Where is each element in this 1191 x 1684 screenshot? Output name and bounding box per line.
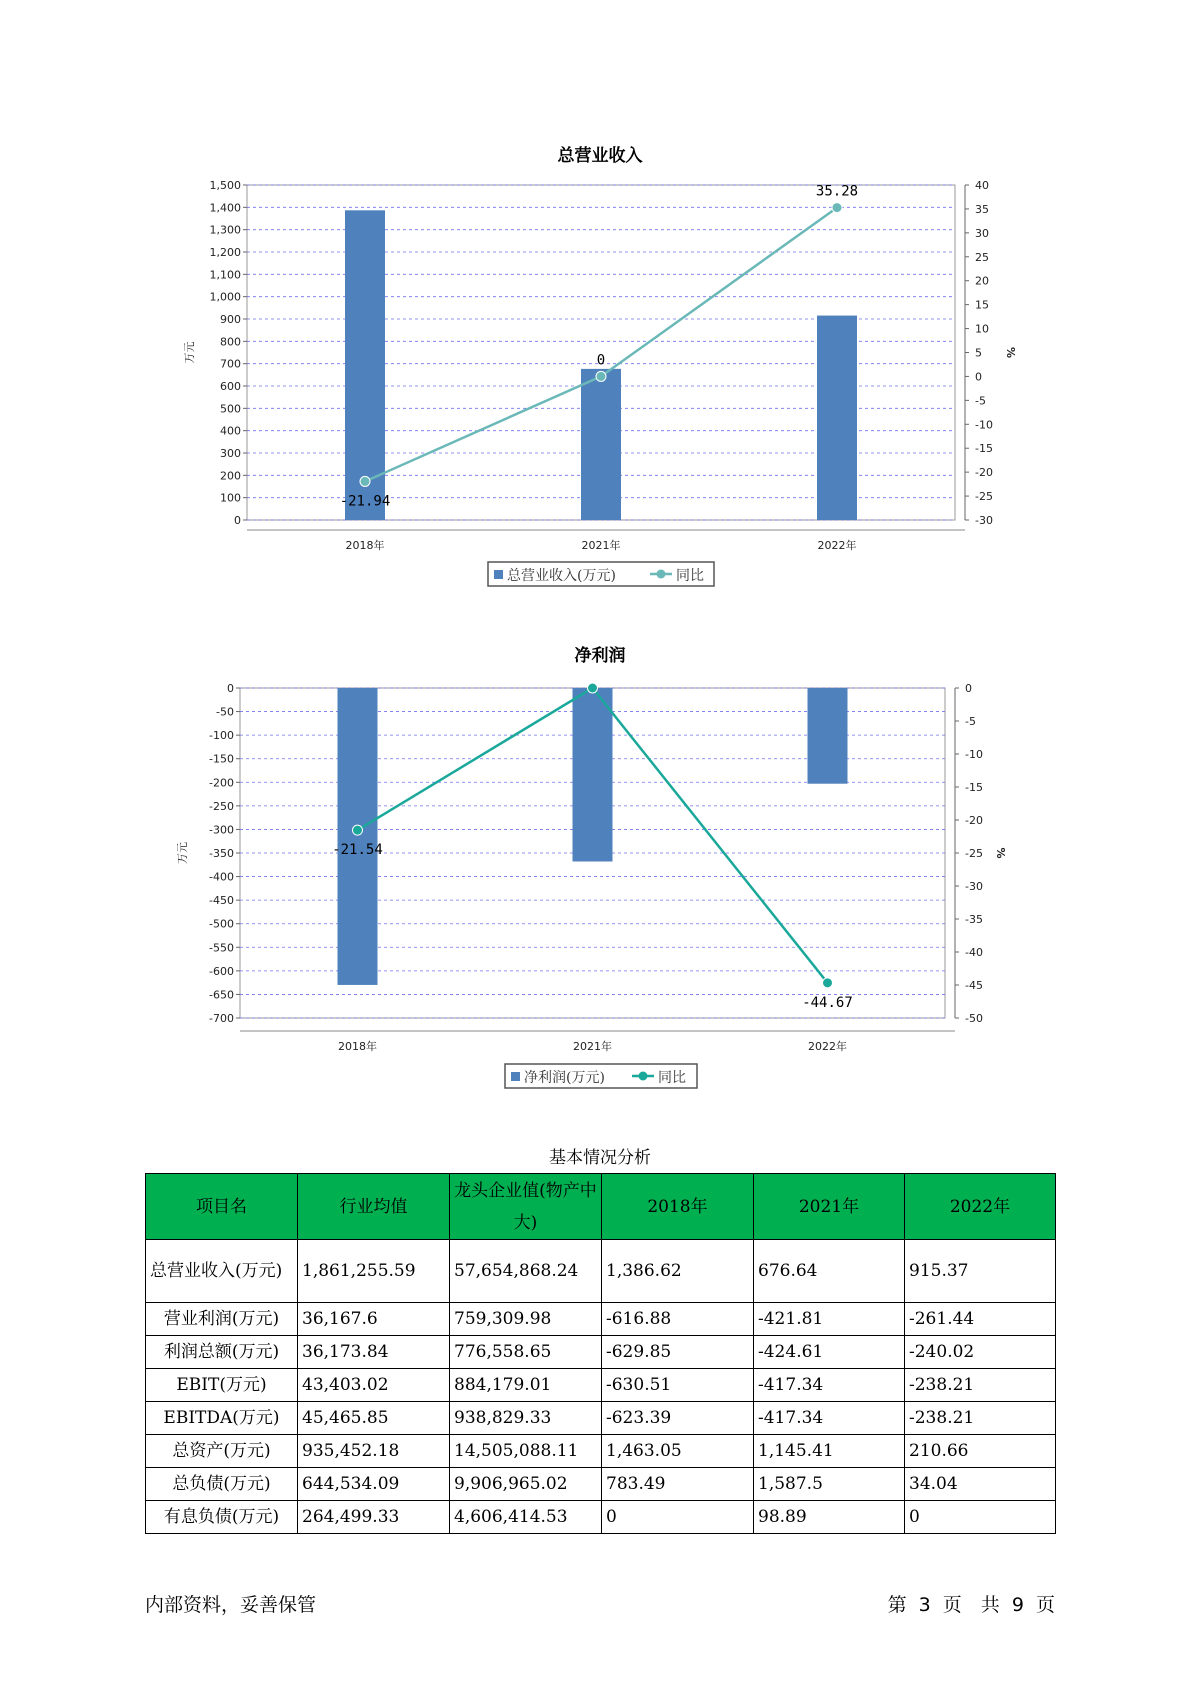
series-point: [353, 825, 363, 835]
y-tick-label: 1,300: [209, 223, 241, 237]
value-cell: 935,452.18: [298, 1435, 450, 1468]
y2-tick-label: -10: [975, 418, 993, 432]
y2-tick-label: 15: [975, 298, 989, 312]
x-tick-label: 2018年: [338, 1040, 377, 1053]
legend-bar-label: 净利润(万元): [524, 1070, 605, 1086]
header-2021: 2021年: [754, 1174, 905, 1240]
value-cell: -421.81: [754, 1303, 905, 1336]
value-cell: 644,534.09: [298, 1468, 450, 1501]
value-cell: 884,179.01: [450, 1369, 602, 1402]
header-leader-value: 龙头企业值(物产中大): [450, 1174, 602, 1240]
y-tick-label: 500: [220, 402, 241, 416]
y-tick-label: 1,200: [209, 246, 241, 259]
value-cell: 264,499.33: [298, 1501, 450, 1534]
data-label: 35.28: [815, 183, 859, 200]
row-label-cell: 总负债(万元): [146, 1468, 298, 1501]
y2-tick-label: -15: [975, 442, 993, 456]
value-cell: 1,587.5: [754, 1468, 905, 1501]
y2-tick-label: -45: [965, 979, 983, 992]
series-point: [823, 978, 833, 988]
footer-confidential-note: 内部资料，妥善保管: [145, 1594, 317, 1616]
y-tick-label: 1,500: [209, 179, 241, 192]
y-tick-label: 300: [220, 447, 241, 460]
value-cell: 776,558.65: [450, 1336, 602, 1369]
value-cell: -240.02: [905, 1336, 1056, 1369]
value-cell: 1,386.62: [602, 1240, 754, 1303]
row-label-cell: 有息负债(万元): [146, 1501, 298, 1534]
value-cell: 14,505,088.11: [450, 1435, 602, 1468]
footer-page-number: [888, 1590, 1055, 1617]
data-label: 0: [596, 352, 606, 369]
data-label: -44.67: [802, 994, 853, 1011]
value-cell: 9,906,965.02: [450, 1468, 602, 1501]
legend-line-label: 同比: [676, 568, 704, 584]
legend-bar-label: 总营业收入(万元): [507, 568, 616, 584]
value-cell: 34.04: [905, 1468, 1056, 1501]
row-label-cell: 利润总额(万元): [146, 1336, 298, 1369]
header-2022: 2022年: [905, 1174, 1056, 1240]
y-tick-label: 0: [227, 682, 234, 695]
table-row: [146, 1336, 1056, 1369]
y2-tick-label: 20: [975, 274, 989, 288]
y2-tick-label: -50: [965, 1012, 983, 1025]
value-cell: -261.44: [905, 1303, 1056, 1336]
y2-tick-label: -5: [975, 394, 986, 408]
chart-title: 净利润: [574, 646, 626, 666]
row-label-cell: EBIT(万元): [146, 1369, 298, 1402]
x-tick-label: 2022年: [808, 1040, 847, 1053]
table-row: [146, 1501, 1056, 1534]
y-tick-label: -700: [209, 1012, 234, 1025]
value-cell: 676.64: [754, 1240, 905, 1303]
data-label: -21.94: [339, 493, 391, 510]
y-tick-label: -400: [209, 870, 234, 884]
y2-tick-label: 35: [975, 202, 989, 216]
table-caption: 基本情况分析: [549, 1148, 651, 1168]
table-row: [146, 1402, 1056, 1435]
y2-axis-label: %: [994, 847, 1007, 859]
value-cell: 36,167.6: [298, 1303, 450, 1336]
y2-tick-label: 10: [975, 322, 989, 336]
value-cell: 915.37: [905, 1240, 1056, 1303]
y-tick-label: 100: [220, 491, 241, 505]
y2-tick-label: 25: [975, 250, 989, 264]
y-tick-label: 0: [234, 514, 241, 527]
y2-tick-label: -15: [965, 781, 983, 794]
y-tick-label: 1,000: [209, 290, 241, 304]
table-row: [146, 1468, 1056, 1501]
value-cell: -623.39: [602, 1402, 754, 1435]
page-prefix: 第: [887, 1594, 907, 1616]
header-2018: 2018年: [602, 1174, 754, 1240]
y-axis-label: 万元: [176, 842, 189, 864]
bar: [573, 688, 613, 861]
value-cell: 36,173.84: [298, 1336, 450, 1369]
y2-tick-label: -20: [975, 466, 993, 480]
value-cell: 0: [602, 1501, 754, 1534]
y2-axis-label: %: [1004, 346, 1017, 359]
y2-tick-label: -25: [975, 490, 993, 504]
series-point: [588, 683, 598, 693]
x-tick-label: 2022年: [817, 539, 857, 552]
value-cell: -630.51: [602, 1369, 754, 1402]
x-tick-label: 2018年: [345, 539, 385, 552]
bar: [338, 688, 378, 985]
y-tick-label: 600: [220, 380, 241, 393]
row-label-cell: 总资产(万元): [146, 1435, 298, 1468]
y2-tick-label: -25: [965, 847, 983, 860]
y2-tick-label: -5: [965, 715, 976, 728]
row-label-cell: 营业利润(万元): [146, 1303, 298, 1336]
table-header-row: [146, 1174, 1056, 1240]
header-item-name: 项目名: [146, 1174, 298, 1240]
value-cell: 45,465.85: [298, 1402, 450, 1435]
value-cell: 0: [905, 1501, 1056, 1534]
header-industry-avg: 行业均值: [298, 1174, 450, 1240]
legend-line-marker: [639, 1072, 648, 1081]
x-tick-label: 2021年: [581, 539, 621, 552]
y-tick-label: 700: [220, 357, 241, 371]
y2-tick-label: 0: [975, 370, 982, 384]
y-tick-label: -50: [216, 705, 234, 719]
basic-analysis-table: [145, 1173, 1056, 1534]
value-cell: -417.34: [754, 1402, 905, 1435]
y-tick-label: 200: [220, 469, 241, 483]
y2-tick-label: -40: [965, 946, 983, 959]
legend-bar-swatch: [511, 1072, 520, 1081]
y-tick-label: 1,100: [209, 268, 241, 282]
data-label: -21.54: [332, 842, 383, 859]
page-total: 9: [1011, 1594, 1024, 1616]
value-cell: 783.49: [602, 1468, 754, 1501]
y-tick-label: -350: [209, 847, 234, 860]
y2-tick-label: -30: [965, 880, 983, 893]
value-cell: 759,309.98: [450, 1303, 602, 1336]
row-label-cell: 总营业收入(万元): [146, 1240, 298, 1303]
value-cell: 1,145.41: [754, 1435, 905, 1468]
y-axis-label: 万元: [183, 341, 196, 364]
y-tick-label: -650: [209, 988, 234, 1002]
y-tick-label: -200: [209, 776, 234, 790]
y-tick-label: -600: [209, 964, 234, 978]
value-cell: -616.88: [602, 1303, 754, 1336]
value-cell: 210.66: [905, 1435, 1056, 1468]
y-tick-label: -450: [209, 894, 234, 908]
table-row: [146, 1303, 1056, 1336]
value-cell: -629.85: [602, 1336, 754, 1369]
value-cell: -238.21: [905, 1369, 1056, 1402]
value-cell: 98.89: [754, 1501, 905, 1534]
y2-tick-label: 5: [975, 346, 982, 360]
y-tick-label: -100: [209, 729, 234, 743]
chart-title: 总营业收入: [557, 146, 643, 166]
value-cell: 938,829.33: [450, 1402, 602, 1435]
x-tick-label: 2021年: [573, 1040, 612, 1053]
table-row: [146, 1435, 1056, 1468]
page-suffix: 页: [1035, 1594, 1055, 1616]
page-current: 3: [918, 1594, 931, 1616]
value-cell: 1,463.05: [602, 1435, 754, 1468]
value-cell: 43,403.02: [298, 1369, 450, 1402]
value-cell: -417.34: [754, 1369, 905, 1402]
y-tick-label: -150: [209, 752, 234, 766]
y-tick-label: -300: [209, 823, 234, 837]
value-cell: -238.21: [905, 1402, 1056, 1435]
y2-tick-label: -35: [965, 913, 983, 926]
bar: [808, 688, 848, 784]
y2-tick-label: 0: [965, 682, 972, 695]
y2-tick-label: -30: [975, 514, 993, 527]
y-tick-label: -500: [209, 917, 234, 931]
y2-tick-label: -20: [965, 814, 983, 827]
table-row: [146, 1369, 1056, 1402]
row-label-cell: EBITDA(万元): [146, 1402, 298, 1435]
y2-tick-label: -10: [965, 748, 983, 761]
value-cell: -424.61: [754, 1336, 905, 1369]
y2-tick-label: 40: [975, 179, 989, 192]
y-tick-label: 400: [220, 424, 241, 438]
y-tick-label: 900: [220, 313, 241, 326]
legend-line-label: 同比: [658, 1070, 686, 1086]
value-cell: 4,606,414.53: [450, 1501, 602, 1534]
y-tick-label: 800: [220, 335, 241, 349]
y-tick-label: 1,400: [209, 201, 241, 215]
y-tick-label: -550: [209, 941, 234, 955]
y-tick-label: -250: [209, 799, 234, 813]
value-cell: 57,654,868.24: [450, 1240, 602, 1303]
table-row: [146, 1240, 1056, 1303]
page-mid: 页 共: [942, 1594, 1000, 1616]
y2-tick-label: 30: [975, 226, 989, 240]
value-cell: 1,861,255.59: [298, 1240, 450, 1303]
